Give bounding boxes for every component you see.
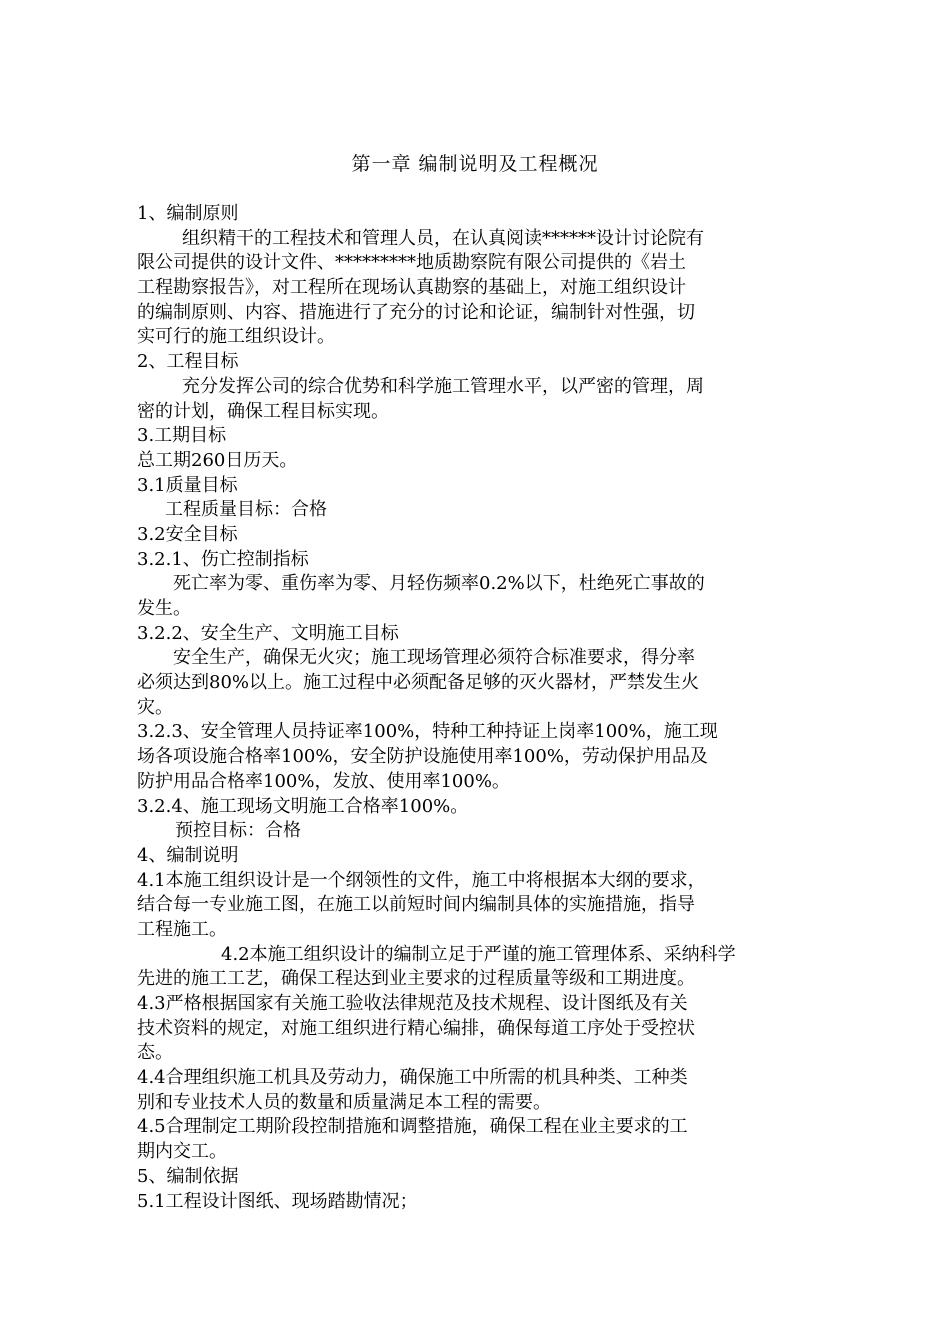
paragraph-line: 的编制原则、内容、措施进行了充分的讨论和论证，编制针对性强，切 — [137, 301, 695, 323]
paragraph-line: 总工期260日历天。 — [137, 449, 298, 471]
paragraph-line: 组织精干的工程技术和管理人员，在认真阅读******设计讨论院有 — [182, 227, 704, 249]
paragraph-line: 安全生产，确保无火灾；施工现场管理必须符合标准要求，得分率 — [173, 647, 695, 669]
heading-compile-basis: 5、编制依据 — [137, 1165, 239, 1187]
paragraph-line: 工程勘察报告》，对工程所在现场认真勘察的基础上，对施工组织设计 — [137, 277, 686, 299]
paragraph-line: 技术资料的规定，对施工组织进行精心编排，确保每道工序处于受控状 — [137, 1017, 695, 1039]
paragraph-line: 4.1本施工组织设计是一个纲领性的文件，施工中将根据本大纲的要求， — [137, 869, 706, 891]
heading-casualty-control: 3.2.1、伤亡控制指标 — [137, 548, 309, 570]
paragraph-line: 发生。 — [137, 598, 191, 619]
chapter-title: 第一章 编制说明及工程概况 — [351, 153, 599, 175]
paragraph-line: 死亡率为零、重伤率为零、月轻伤频率0.2%以下，杜绝死亡事故的 — [173, 573, 705, 595]
paragraph-line: 限公司提供的设计文件、*********地质勘察院有限公司提供的《岩土 — [137, 252, 686, 274]
paragraph-line: 4.4合理组织施工机具及劳动力，确保施工中所需的机具种类、工种类 — [137, 1067, 688, 1089]
paragraph-line: 灾。 — [137, 696, 173, 718]
paragraph-line: 预控目标：合格 — [175, 820, 301, 842]
paragraph-line: 3.2.4、施工现场文明施工合格率100%。 — [137, 795, 469, 817]
heading-safety-goal: 3.2安全目标 — [137, 523, 238, 545]
paragraph-line: 4.2本施工组织设计的编制立足于严谨的施工管理体系、采纳科学 — [221, 943, 736, 965]
paragraph-line: 期内交工。 — [137, 1141, 227, 1163]
document-body — [137, 202, 837, 1214]
heading-safe-production: 3.2.2、安全生产、文明施工目标 — [137, 622, 399, 644]
paragraph-line: 密的计划，确保工程目标实现。 — [137, 400, 389, 422]
paragraph-line: 工程质量目标：合格 — [165, 499, 327, 521]
heading-compile-notes: 4、编制说明 — [137, 844, 239, 866]
heading-project-goals: 2、工程目标 — [137, 351, 239, 373]
paragraph-line: 必须达到80%以上。施工过程中必须配备足够的灭火器材，严禁发生火 — [137, 672, 700, 694]
heading-schedule-goal: 3.工期目标 — [137, 425, 227, 447]
heading-compile-principles: 1、编制原则 — [137, 203, 239, 224]
paragraph-line: 态。 — [137, 1042, 173, 1064]
paragraph-line: 防护用品合格率100%，发放、使用率100%。 — [137, 770, 510, 792]
paragraph-line: 充分发挥公司的综合优势和科学施工管理水平，以严密的管理，周 — [182, 375, 704, 397]
paragraph-line: 3.2.3、安全管理人员持证率100%，特种工种持证上岗率100%，施工现 — [137, 721, 718, 743]
paragraph-line: 工程施工。 — [137, 918, 227, 940]
paragraph-line: 5.1工程设计图纸、现场踏勘情况； — [137, 1190, 418, 1212]
paragraph-line: 4.3严格根据国家有关施工验收法律规范及技术规程、设计图纸及有关 — [137, 993, 688, 1014]
heading-quality-goal: 3.1质量目标 — [137, 474, 238, 496]
paragraph-line: 结合每一专业施工图，在施工以前短时间内编制具体的实施措施，指导 — [137, 894, 695, 916]
paragraph-line: 别和专业技术人员的数量和质量满足本工程的需要。 — [137, 1091, 551, 1113]
paragraph-line: 实可行的施工组织设计。 — [137, 326, 335, 348]
paragraph-line: 场各项设施合格率100%，安全防护设施使用率100%，劳动保护用品及 — [137, 746, 708, 768]
paragraph-line: 先进的施工工艺，确保工程达到业主要求的过程质量等级和工期进度。 — [137, 968, 695, 990]
paragraph-line: 4.5合理制定工期阶段控制措施和调整措施，确保工程在业主要求的工 — [137, 1116, 688, 1138]
